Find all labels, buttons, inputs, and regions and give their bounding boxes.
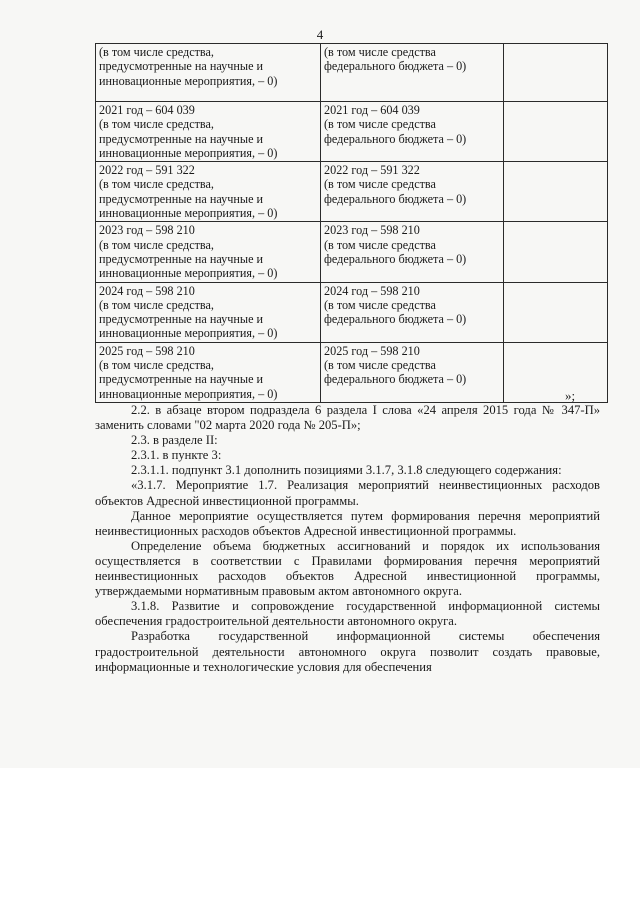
cell-text-line: предусмотренные на научные и [99, 191, 264, 206]
cell-text-line: 2025 год – 598 210 [324, 343, 420, 358]
cell-text-line: предусмотренные на научные и [99, 312, 264, 327]
cell-text-line: 2022 год – 591 322 [99, 163, 195, 178]
cell-text-line: (в том числе средства [324, 237, 436, 252]
cell-text-line: (в том числе средства, [99, 297, 214, 312]
table-cell-total-funding [96, 282, 321, 342]
table-row [96, 44, 608, 102]
cell-text-line: 2024 год – 598 210 [99, 283, 195, 298]
table-row [96, 222, 608, 282]
table-row [96, 162, 608, 222]
cell-text-line: федерального бюджета – 0) [324, 251, 467, 266]
cell-text-line: 2024 год – 598 210 [324, 283, 420, 298]
cell-text-line: предусмотренные на научные и [99, 251, 264, 266]
cell-text-line: федерального бюджета – 0) [324, 59, 467, 74]
table-cell-empty [504, 162, 608, 222]
cell-text-line: (в том числе средства, [99, 358, 214, 373]
paragraph-3-1-8: 3.1.8. Развитие и сопровождение государственной информационной системы обеспечения градостроительной деятельности автономного округа. [95, 599, 600, 629]
cell-text-line: (в том числе средства, [99, 177, 214, 192]
cell-text-line: (в том числе средства [324, 117, 436, 132]
paragraph-2-2: 2.2. в абзаце втором подраздела 6 раздела I слова «24 апреля 2015 года № 347-П» заменить словами "02 марта 2020 года № 205-П»; [95, 403, 600, 433]
table-cell-total-funding [96, 222, 321, 282]
cell-text-line: инновационные мероприятия, – 0) [99, 73, 278, 88]
cell-text-line: предусмотренные на научные и [99, 59, 264, 74]
cell-text-line: федерального бюджета – 0) [324, 191, 467, 206]
cell-text-line: 2023 год – 598 210 [324, 223, 420, 238]
cell-text-line: 2025 год – 598 210 [99, 343, 195, 358]
paragraph-measure-description: Данное мероприятие осуществляется путем формирования перечня мероприятий неинвестиционных расходов объектов Адресной инвестиционной программы. [95, 508, 600, 538]
cell-text-line: (в том числе средства [324, 177, 436, 192]
cell-text-line: 2022 год – 591 322 [324, 163, 420, 178]
paragraph-2-3-1-1: 2.3.1.1. подпункт 3.1 дополнить позициями 3.1.7, 3.1.8 следующего содержания: [131, 463, 562, 478]
paragraph-budget-definition: Определение объема бюджетных ассигнований и порядок их использования осуществляется в соответствии с Правилами формирования перечня мероприятий неинвестиционных расходов объектов Адресной инвестиционной программы, утверждаемыми нормативным правовым актом автономного округа. [95, 538, 600, 599]
table-cell-federal-funding [321, 102, 504, 162]
table-cell-federal-funding [321, 282, 504, 342]
cell-text-line: инновационные мероприятия, – 0) [99, 266, 278, 281]
cell-text-line: инновационные мероприятия, – 0) [99, 326, 278, 341]
body-text [95, 403, 600, 675]
cell-text-line: (в том числе средства [324, 45, 436, 59]
cell-text-line: инновационные мероприятия, – 0) [99, 206, 278, 221]
table-cell-federal-funding [321, 222, 504, 282]
table-cell-federal-funding [321, 162, 504, 222]
table-cell-empty [504, 222, 608, 282]
cell-text-line: инновационные мероприятия, – 0) [99, 145, 278, 160]
cell-text-line: федерального бюджета – 0) [324, 372, 467, 387]
table-cell-federal-funding [321, 44, 504, 102]
table-cell-empty [504, 282, 608, 342]
table-cell-total-funding [96, 102, 321, 162]
cell-text-line: инновационные мероприятия, – 0) [99, 386, 278, 401]
table-row [96, 102, 608, 162]
funding-table [95, 43, 608, 403]
table-cell-total-funding [96, 162, 321, 222]
paragraph-3-1-7: «3.1.7. Мероприятие 1.7. Реализация мероприятий неинвестиционных расходов объектов Адресной инвестиционной программы. [95, 478, 600, 508]
cell-text-line: федерального бюджета – 0) [324, 131, 467, 146]
paragraph-2-3: 2.3. в разделе II: [131, 433, 218, 448]
cell-text-line: (в том числе средства, [99, 237, 214, 252]
cell-text-line: предусмотренные на научные и [99, 372, 264, 387]
table-row [96, 282, 608, 342]
cell-text-line: (в том числе средства [324, 358, 436, 373]
table-cell-empty [504, 342, 608, 402]
cell-text-line: федерального бюджета – 0) [324, 312, 467, 327]
closing-quote: »; [565, 388, 576, 403]
cell-text-line: (в том числе средства [324, 297, 436, 312]
paragraph-system-development: Разработка государственной информационной системы обеспечения градостроительной деятельности автономного округа позволит создать правовые, информационные и технологические условия для обеспечения [95, 629, 600, 674]
table-cell-federal-funding [321, 342, 504, 402]
cell-text-line: (в том числе средства, [99, 45, 214, 59]
page-number: 4 [316, 27, 324, 42]
paragraph-2-3-1: 2.3.1. в пункте 3: [131, 448, 222, 463]
cell-text-line: предусмотренные на научные и [99, 131, 264, 146]
cell-text-line: (в том числе средства, [99, 117, 214, 132]
cell-text-line: 2021 год – 604 039 [324, 103, 420, 117]
table-cell-total-funding [96, 44, 321, 102]
cell-text-line: 2021 год – 604 039 [99, 103, 195, 117]
table-cell-empty [504, 44, 608, 102]
table-row [96, 342, 608, 402]
cell-text-line: 2023 год – 598 210 [99, 223, 195, 238]
table-cell-total-funding [96, 342, 321, 402]
table-cell-empty [504, 102, 608, 162]
